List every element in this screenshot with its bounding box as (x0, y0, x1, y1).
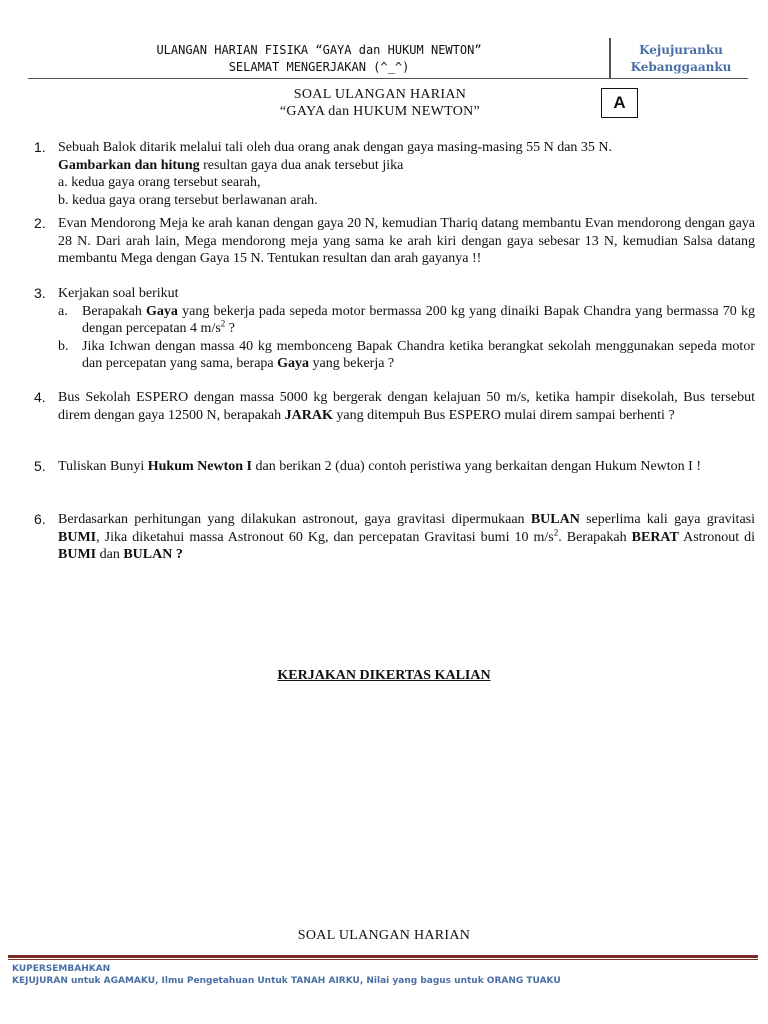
q4-pre: Bus Sekolah ESPERO dengan massa 5000 kg bergerak dengan kelajuan 50 m/s, ketika hampir disekolah, Bus tersebut direm dengan gaya 12500 N, berapakah (58, 390, 755, 423)
question-6 (58, 511, 755, 564)
q3-a-end: ? (225, 321, 235, 336)
version-badge: A (601, 88, 638, 118)
q1-option-a: a. kedua gaya orang tersebut searah, (58, 175, 261, 190)
q3-part-b (58, 338, 755, 373)
q3-intro: Kerjakan soal berikut (58, 286, 179, 301)
footer-title: SOAL ULANGAN HARIAN (297, 928, 471, 943)
q1-text: Sebuah Balok ditarik melalui tali oleh dua orang anak dengan gaya masing-masing 55 N dan 35 N. (58, 140, 613, 155)
question-number: 3. (34, 285, 46, 301)
q5-post: dan berikan 2 (dua) contoh peristiwa yang berkaitan dengan Hukum Newton I ! (251, 459, 702, 474)
title-line-1: SOAL ULANGAN HARIAN (293, 87, 467, 102)
q6-b2: BUMI (58, 529, 97, 545)
question-3 (58, 285, 755, 373)
q1-option-b: b. kedua gaya orang tersebut berlawanan arah. (58, 192, 318, 208)
q6-t4: . Berapakah (558, 529, 632, 545)
q6-t2: seperlima kali gaya gravitasi (579, 512, 755, 527)
q1-text2: resultan gaya dua anak tersebut jika (199, 157, 404, 173)
motto-line-2: Kebanggaanku (630, 60, 732, 74)
q3-a-bold: Gaya (146, 303, 178, 319)
document-title (230, 86, 530, 120)
question-number: 6. (34, 511, 46, 527)
footer-rule-thick (8, 955, 758, 958)
q5-pre: Tuliskan Bunyi (58, 459, 148, 474)
q3-b-post: yang bekerja ? (309, 356, 395, 371)
q6-b3: BERAT (631, 529, 679, 545)
question-1 (58, 139, 755, 209)
question-number: 1. (34, 139, 46, 155)
q3-a-post: yang bekerja pada sepeda motor bermassa 200 kg yang dinaiki Bapak Chandra yang bermassa 70 kg dengan percepatan 4 m/s (82, 303, 755, 336)
q5-bold: Hukum Newton I (147, 459, 252, 474)
motto-line-1: Kejujuranku (639, 43, 723, 57)
title-line-2: “GAYA dan HUKUM NEWTON” (279, 104, 481, 119)
q6-t3: , Jika diketahui massa Astronout 60 Kg, dan percepatan Gravitasi bumi 10 m/s (96, 529, 554, 545)
header-rule (28, 78, 748, 79)
q3-b-pre: Jika Ichwan dengan massa 40 kg membonceng Bapak Chandra ketika berangkat sekolah menggunakan sepeda motor dan percepatan yang sama, berapa (82, 338, 755, 371)
question-5 (58, 458, 755, 476)
q4-bold: JARAK (284, 407, 333, 423)
q6-b4: BUMI (58, 547, 97, 562)
question-number: 4. (34, 389, 46, 405)
instruction-text: KERJAKAN DIKERTAS KALIAN (277, 668, 491, 683)
q1-bold: Gambarkan dan hitung (58, 157, 200, 173)
q3-a-label: a. (58, 303, 68, 319)
q3-b-bold: Gaya (277, 356, 310, 371)
footer-rule-thin (8, 959, 758, 960)
header-title: ULANGAN HARIAN FISIKA “GAYA dan HUKUM NEWTON” (156, 43, 482, 57)
q3-a-sup: 2 (220, 318, 226, 329)
q6-t5: Astronout di (678, 529, 756, 545)
footer-dedication (12, 963, 561, 987)
q3-b-label: b. (58, 338, 69, 354)
question-4 (58, 389, 755, 424)
question-2: Evan Mendorong Meja ke arah kanan dengan gaya 20 N, kemudian Thariq datang membantu Evan mendorong dengan gaya 28 N. Dari arah lain, Mega mendorong meja yang sama ke arah kiri dengan gaya sebesar 13 N, kemudian Salsa datang membantu Mega dengan Gaya 15 N. Tentukan resultan dan arah gayanya !! (58, 216, 755, 266)
q6-b1: BULAN (530, 512, 580, 527)
q6-sup: 2 (553, 526, 559, 537)
exam-header (30, 42, 608, 76)
header-divider (609, 38, 611, 78)
q4-post: yang ditempuh Bus ESPERO mulai direm sampai berhenti ? (332, 407, 675, 423)
question-number: 2. (34, 215, 46, 231)
q3-part-a (58, 303, 755, 338)
q6-b5: BULAN ? (123, 547, 183, 562)
q1-line2 (58, 157, 755, 175)
footer-line-2: KEJUJURAN untuk AGAMAKU, Ilmu Pengetahuan Untuk TANAH AIRKU, Nilai yang bagus untuk ORANG TUAKU (12, 976, 561, 986)
instruction (0, 668, 768, 684)
q6-t1: Berdasarkan perhitungan yang dilakukan astronout, gaya gravitasi dipermukaan (58, 512, 531, 527)
q6-t6: dan (96, 547, 124, 562)
question-number: 5. (34, 458, 46, 474)
footer-line-1: KUPERSEMBAHKAN (12, 964, 111, 974)
q3-a-pre: Berapakah (82, 303, 147, 319)
motto (616, 42, 746, 76)
header-subtitle: SELAMAT MENGERJAKAN (^_^) (228, 60, 410, 74)
